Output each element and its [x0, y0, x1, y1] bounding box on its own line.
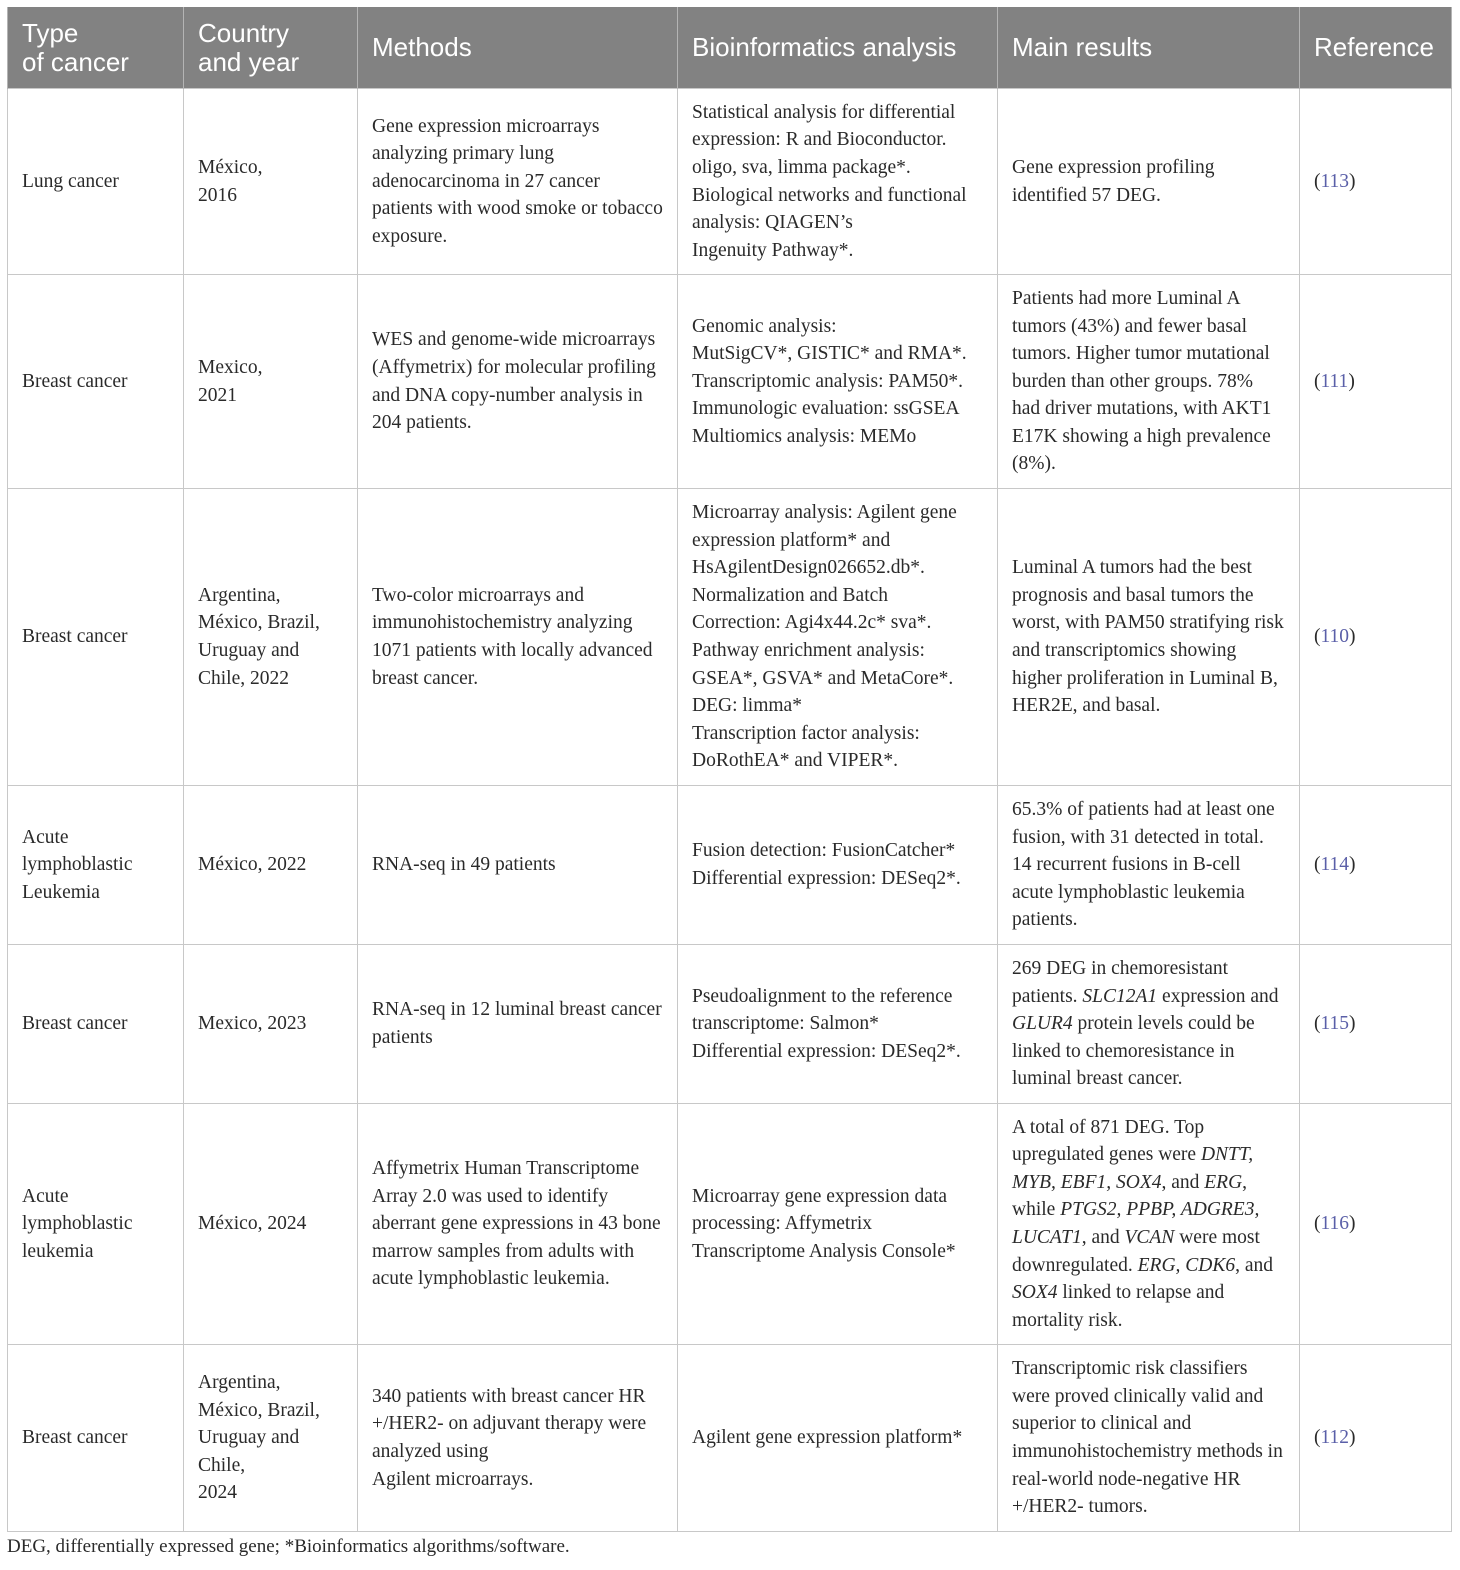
cell-results: Gene expression profiling identified 57 DEG. [998, 89, 1300, 275]
gene-name: PTGS2, PPBP, ADGRE3, LUCAT1 [1012, 1199, 1260, 1248]
cell-type: Breast cancer [8, 489, 184, 786]
cell-country: México, 2016 [184, 89, 358, 275]
table-container [7, 7, 1451, 1532]
cell-bioinfo: Microarray gene expression data processing: Affymetrix Transcriptome Analysis Console* [678, 1104, 998, 1345]
cell-country: Mexico, 2021 [184, 275, 358, 489]
cell-bioinfo: Pseudoalignment to the reference transcriptome: Salmon* Differential expression: DESeq2*. [678, 945, 998, 1104]
result-text: were most downregulated. [1012, 1227, 1260, 1276]
reference-link[interactable]: 110 [1320, 626, 1350, 648]
cell-results: Patients had more Luminal A tumors (43%) and fewer basal tumors. Higher tumor mutational burden than other groups. 78% had driver mutations, with AKT1 E17K showing a high prevalence (8%). [998, 275, 1300, 489]
cell-results: Transcriptomic risk classifiers were proved clinically valid and superior to clinical and immunohistochemistry methods in real-world node-negative HR +/HER2- tumors. [998, 1345, 1300, 1532]
cell-reference: (116) [1300, 1104, 1452, 1345]
gene-name: DNTT, MYB, EBF1, SOX4 [1012, 1144, 1254, 1193]
cell-country: Argentina, México, Brazil, Uruguay and Chile, 2022 [184, 489, 358, 786]
cell-bioinfo: Agilent gene expression platform* [678, 1345, 998, 1532]
header-bioinfo: Bioinformatics analysis [678, 7, 998, 89]
cell-results: Luminal A tumors had the best prognosis and basal tumors the worst, with PAM50 stratifying risk and transcriptomics showing higher proliferation in Luminal B, HER2E, and basal. [998, 489, 1300, 786]
cell-results [998, 945, 1300, 1104]
result-text: expression and [1157, 985, 1279, 1007]
cell-reference: (114) [1300, 786, 1452, 945]
result-text: , and [1235, 1254, 1274, 1276]
cell-country: México, 2024 [184, 1104, 358, 1345]
cell-methods: Two-color microarrays and immunohistochemistry analyzing 1071 patients with locally advanced breast cancer. [358, 489, 678, 786]
cell-type: Breast cancer [8, 1345, 184, 1532]
cell-methods: Gene expression microarrays analyzing primary lung adenocarcinoma in 27 cancer patients with wood smoke or tobacco exposure. [358, 89, 678, 275]
cell-reference: (112) [1300, 1345, 1452, 1532]
result-text: , and [1161, 1171, 1205, 1193]
table-row [8, 1345, 1452, 1532]
cell-results [998, 1104, 1300, 1345]
cell-methods: Affymetrix Human Transcriptome Array 2.0 was used to identify aberrant gene expressions in 43 bone marrow samples from adults with acute lymphoblastic leukemia. [358, 1104, 678, 1345]
cell-type: Lung cancer [8, 89, 184, 275]
gene-name: SLC12A1 [1082, 985, 1158, 1007]
reference-link[interactable]: 116 [1320, 1213, 1350, 1235]
table-row [8, 489, 1452, 786]
cell-country: México, 2022 [184, 786, 358, 945]
cell-country: Argentina, México, Brazil, Uruguay and Chile, 2024 [184, 1345, 358, 1532]
cell-reference: (113) [1300, 89, 1452, 275]
cell-type: Breast cancer [8, 275, 184, 489]
header-reference: Reference [1300, 7, 1452, 89]
cell-reference: (110) [1300, 489, 1452, 786]
cell-methods: WES and genome-wide microarrays (Affymetrix) for molecular profiling and DNA copy-number analysis in 204 patients. [358, 275, 678, 489]
cell-results: 65.3% of patients had at least one fusion, with 31 detected in total. 14 recurrent fusions in B-cell acute lymphoblastic leukemia patients. [998, 786, 1300, 945]
result-text: A total of 871 DEG. Top upregulated genes were [1012, 1116, 1205, 1166]
reference-link[interactable]: 114 [1320, 854, 1350, 876]
cell-methods: RNA-seq in 12 luminal breast cancer patients [358, 945, 678, 1104]
results-table [7, 7, 1452, 1532]
cell-bioinfo: Microarray analysis: Agilent gene expression platform* and HsAgilentDesign026652.db*. Normalization and Batch Correction: Agi4x44.2c* sva*. Pathway enrichment analysis: GSEA*, GSVA* and MetaCore*. DEG: limma* Transcription factor analysis: DoRothEA* and VIPER*. [678, 489, 998, 786]
table-row [8, 786, 1452, 945]
reference-link[interactable]: 111 [1320, 370, 1349, 392]
result-text: , while [1012, 1171, 1248, 1221]
cell-country: Mexico, 2023 [184, 945, 358, 1104]
table-row [8, 945, 1452, 1104]
gene-name: ERG, CDK6 [1137, 1254, 1236, 1276]
cell-reference: (111) [1300, 275, 1452, 489]
result-text: , and [1081, 1227, 1125, 1248]
cell-type: Acute lymphoblastic leukemia [8, 1104, 184, 1345]
gene-name: SOX4 [1012, 1282, 1058, 1304]
cell-bioinfo: Fusion detection: FusionCatcher* Differential expression: DESeq2*. [678, 786, 998, 945]
header-type: Type of cancer [8, 7, 184, 89]
cell-methods: RNA-seq in 49 patients [358, 786, 678, 945]
cell-type: Acute lymphoblastic Leukemia [8, 786, 184, 945]
header-methods: Methods [358, 7, 678, 89]
header-row [8, 7, 1452, 89]
cell-bioinfo: Genomic analysis: MutSigCV*, GISTIC* and RMA*. Transcriptomic analysis: PAM50*. Immunologic evaluation: ssGSEA Multiomics analysis: MEMo [678, 275, 998, 489]
cell-bioinfo: Statistical analysis for differential expression: R and Bioconductor. oligo, sva, limma package*. Biological networks and functional analysis: QIAGEN’s Ingenuity Pathway*. [678, 89, 998, 275]
table-row [8, 275, 1452, 489]
reference-link[interactable]: 113 [1320, 170, 1350, 192]
cell-methods: 340 patients with breast cancer HR +/HER2- on adjuvant therapy were analyzed using Agilent microarrays. [358, 1345, 678, 1532]
reference-link[interactable]: 112 [1320, 1427, 1350, 1449]
gene-name: VCAN [1124, 1227, 1175, 1248]
table-row [8, 1104, 1452, 1345]
gene-name: ERG [1204, 1171, 1243, 1193]
reference-link[interactable]: 115 [1320, 1013, 1350, 1035]
result-text: linked to relapse and mortality risk. [1012, 1282, 1225, 1331]
gene-name: GLUR4 [1012, 1013, 1073, 1035]
cell-type: Breast cancer [8, 945, 184, 1104]
header-results: Main results [998, 7, 1300, 89]
result-text: 269 DEG in chemoresistant patients. [1012, 958, 1229, 1007]
cell-reference: (115) [1300, 945, 1452, 1104]
result-text: protein levels could be linked to chemoresistance in luminal breast cancer. [1012, 1013, 1255, 1090]
header-country: Country and year [184, 7, 358, 89]
table-footnote: DEG, differentially expressed gene; *Bioinformatics algorithms/software. [7, 1536, 570, 1557]
table-row [8, 89, 1452, 275]
